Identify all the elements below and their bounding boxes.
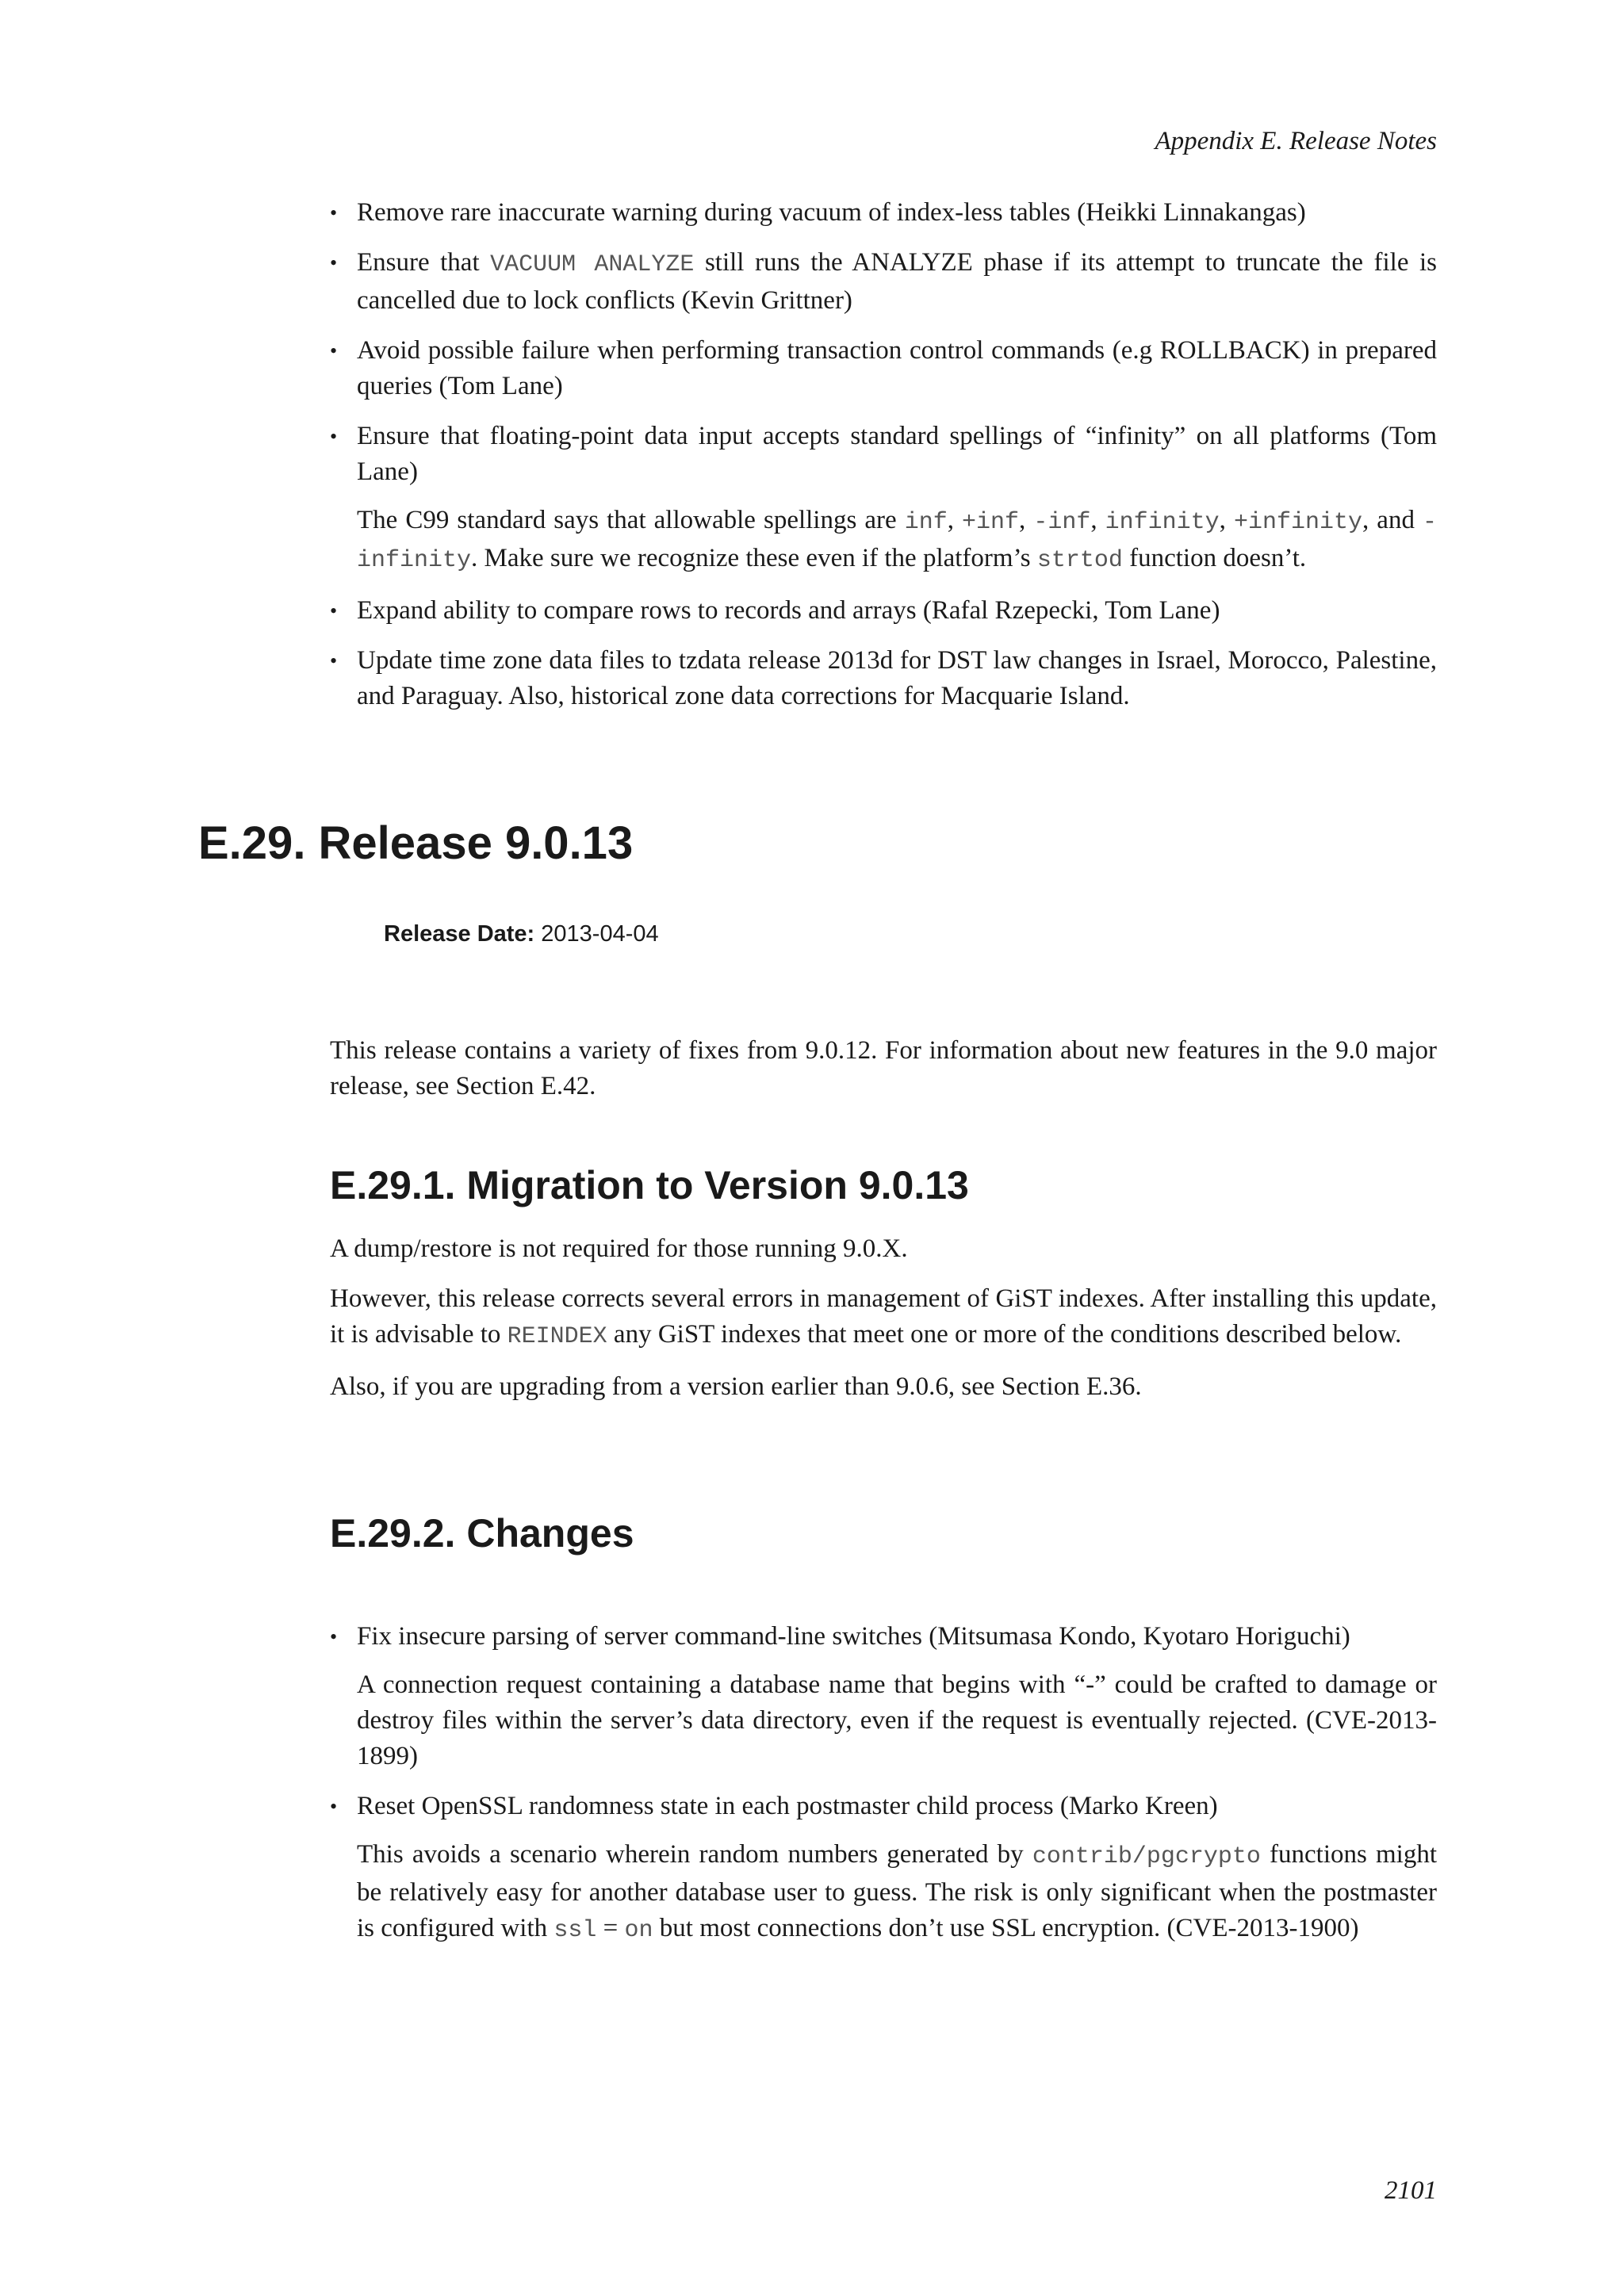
- list-item: [330, 643, 1437, 714]
- list-item-text: Ensure that floating-point data input accepts standard spellings of “infinity” on all platforms (Tom Lane): [357, 422, 1437, 486]
- inline-code: strtod: [1036, 547, 1123, 574]
- migration-section: [330, 1231, 1437, 1419]
- list-item: [330, 419, 1437, 490]
- list-item-text: Remove rare inaccurate warning during vacuum of index-less tables (Heikki Linnakangas): [357, 198, 1306, 227]
- inline-code: +infinity: [1233, 509, 1362, 536]
- page-number: 2101: [1385, 2176, 1437, 2205]
- list-item: [330, 593, 1437, 629]
- inline-code: VACUUM ANALYZE: [490, 251, 695, 278]
- inline-code: infinity: [1105, 509, 1220, 536]
- inline-code: ssl: [553, 1917, 597, 1944]
- inline-code: +inf: [962, 509, 1020, 536]
- list-item-text: Reset OpenSSL randomness state in each postmaster child process (Marko Kreen): [357, 1792, 1218, 1820]
- inline-code: -infinity: [357, 509, 1438, 574]
- release-date-value: 2013-04-04: [534, 921, 659, 947]
- inline-code: -inf: [1033, 509, 1091, 536]
- explanation-paragraph: This avoids a scenario wherein random numbers generated by contrib/pgcrypto functions might be relatively easy for another database user to guess. The risk is only significant when the postmaster is configured with ssl = on but most connections don’t use SSL encryption. (CVE-2013-1900): [357, 1840, 1437, 1944]
- list-item-text: Ensure that: [357, 248, 491, 277]
- release-date-label: Release Date:: [384, 921, 535, 947]
- paragraph: A dump/restore is not required for those running 9.0.X.: [330, 1234, 908, 1263]
- list-item-text: Update time zone data files to tzdata release 2013d for DST law changes in Israel, Morocco, Palestine, and Paraguay. Also, historical zone data corrections for Macquarie Island.: [357, 646, 1437, 710]
- paragraph: However, this release corrects several errors in management of GiST indexes. After installing this update, it is advisable to REINDEX any GiST indexes that meet one or more of the conditions described below.: [330, 1284, 1437, 1350]
- list-item-text: Expand ability to compare rows to records and arrays (Rafal Rzepecki, Tom Lane): [357, 596, 1220, 625]
- running-header: Appendix E. Release Notes: [1155, 127, 1437, 155]
- list-item-text: Fix insecure parsing of server command-line switches (Mitsumasa Kondo, Kyotaro Horiguchi): [357, 1622, 1350, 1651]
- paragraph: Also, if you are upgrading from a version earlier than 9.0.6, see Section E.36.: [330, 1372, 1142, 1401]
- list-item: [330, 245, 1437, 319]
- migration-heading: E.29.1. Migration to Version 9.0.13: [330, 1163, 969, 1207]
- changes-heading: E.29.2. Changes: [330, 1511, 634, 1556]
- list-item-text: Avoid possible failure when performing transaction control commands (e.g ROLLBACK) in prepared queries (Tom Lane): [357, 336, 1437, 400]
- list-item: [330, 195, 1437, 231]
- list-item-text: still runs the ANALYZE phase if its attempt to truncate the file is cancelled due to lock conflicts (Kevin Grittner): [357, 248, 1438, 315]
- section-title: E.29. Release 9.0.13: [198, 817, 634, 869]
- list-item: [330, 333, 1437, 404]
- intro-paragraph: This release contains a variety of fixes from 9.0.12. For information about new features in the 9.0 major release, see Section E.42.: [330, 1036, 1437, 1100]
- inline-code: REINDEX: [507, 1323, 607, 1350]
- top-bullet-list: [330, 195, 1437, 729]
- inline-code: contrib/pgcrypto: [1032, 1843, 1261, 1870]
- list-item: [330, 1619, 1437, 1655]
- release-date: [384, 921, 659, 947]
- explanation-paragraph: The C99 standard says that allowable spellings are inf, +inf, -inf, infinity, +infinity, and -infinity. Make sure we recognize these even if the platform’s strtod function doesn’t.: [357, 506, 1438, 574]
- changes-bullet-list: [330, 1619, 1437, 1963]
- inline-code: inf: [904, 509, 948, 536]
- explanation-paragraph: A connection request containing a database name that begins with “-” could be crafted to damage or destroy files within the server’s data directory, even if the request is eventually rejected. (CVE-2013-1899): [357, 1670, 1437, 1770]
- inline-code: on: [624, 1917, 653, 1944]
- list-item: [330, 1789, 1437, 1824]
